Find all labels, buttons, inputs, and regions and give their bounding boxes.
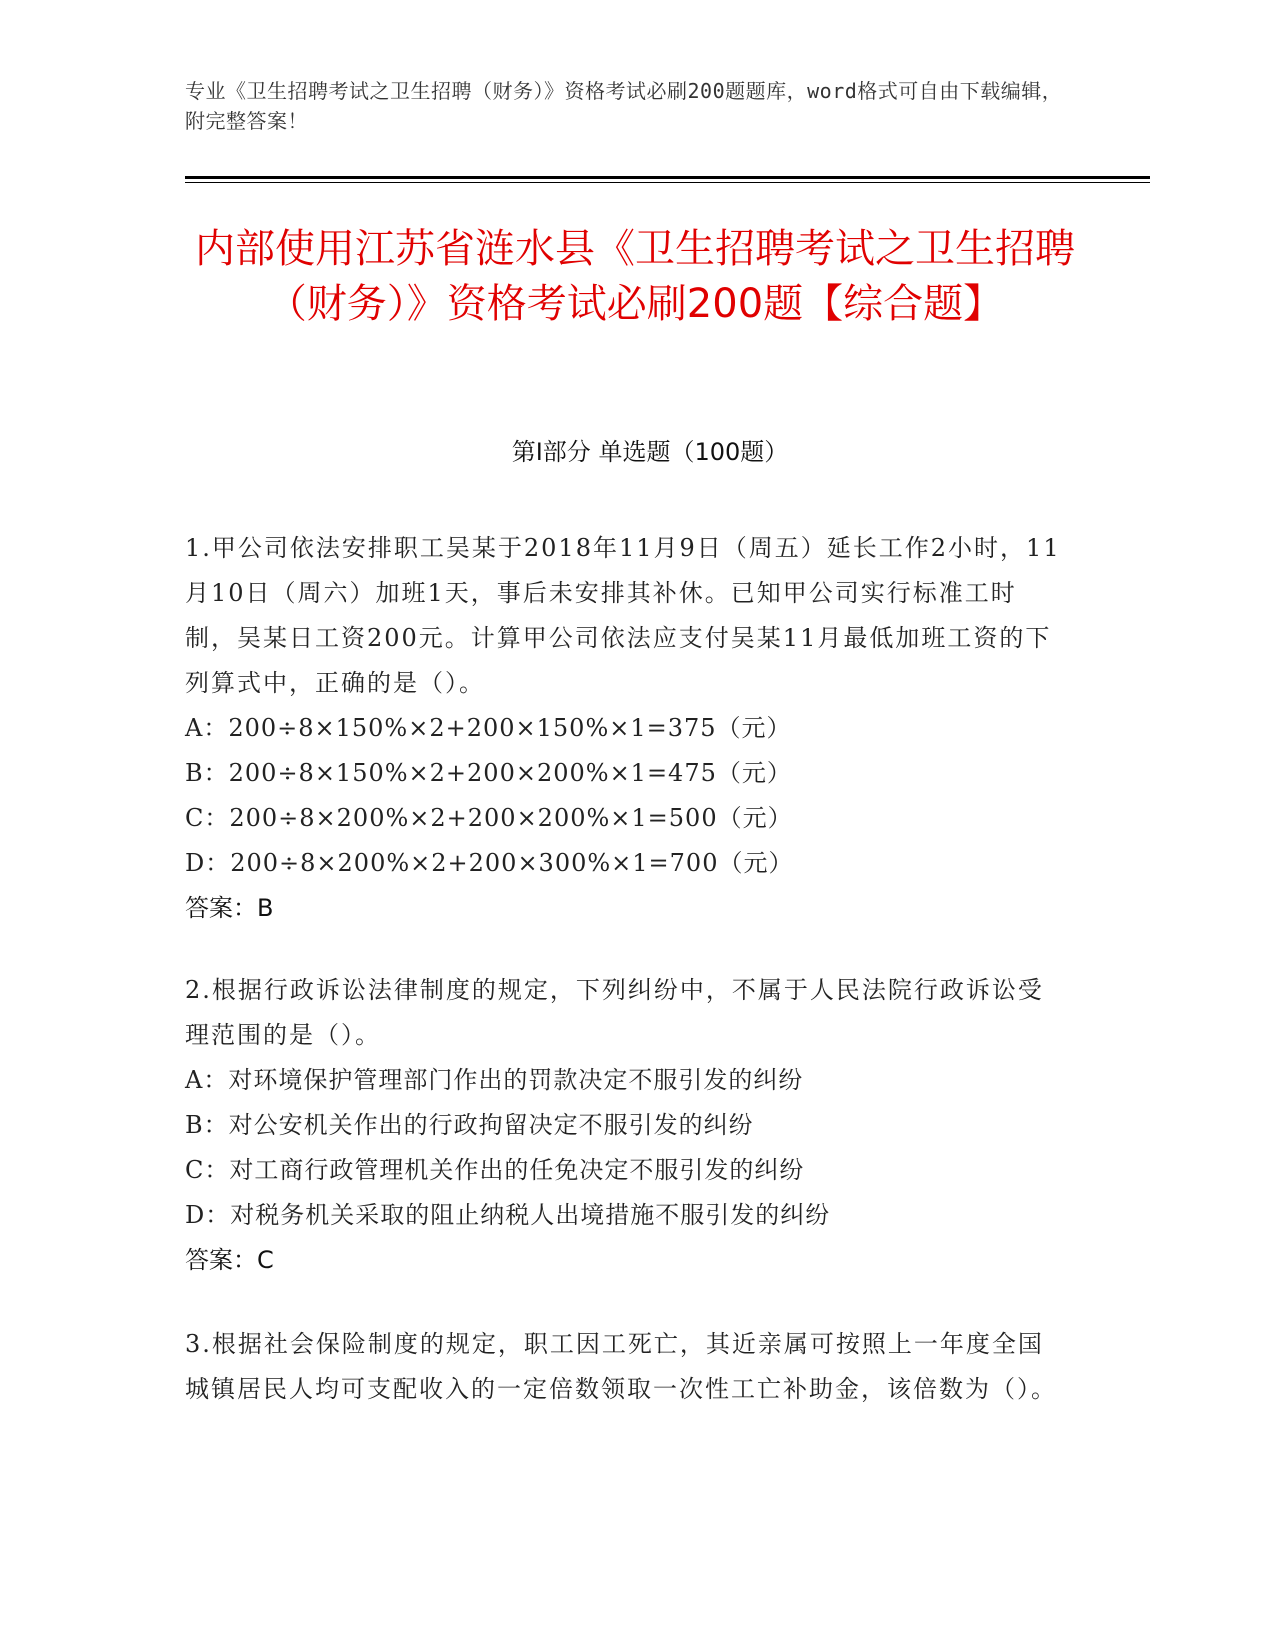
option-b: B：对公安机关作出的行政拘留决定不服引发的纠纷	[185, 1111, 754, 1139]
option-d: D：对税务机关采取的阻止纳税人出境措施不服引发的纠纷	[185, 1201, 831, 1229]
question-stem: 3.根据社会保险制度的规定，职工因工死亡，其近亲属可按照上一年度全国城镇居民人均可支配收入的一定倍数领取一次性工亡补助金，该倍数为（）。	[185, 1330, 1057, 1403]
question-2	[185, 968, 1065, 1283]
option-a: A：200÷8×150%×2+200×150%×1=375（元）	[185, 714, 792, 742]
option-d: D：200÷8×200%×2+200×300%×1=700（元）	[185, 849, 794, 877]
question-1	[185, 526, 1065, 931]
option-c: C：200÷8×200%×2+200×200%×1=500（元）	[185, 804, 793, 832]
question-stem: 1.甲公司依法安排职工吴某于2018年11月9日（周五）延长工作2小时，11月10日（周六）加班1天，事后未安排其补休。已知甲公司实行标准工时制，吴某日工资200元。计算甲公司依法应支付吴某11月最低加班工资的下列算式中，正确的是（）。	[185, 534, 1061, 697]
answer: 答案：C	[185, 1246, 274, 1274]
option-c: C：对工商行政管理机关作出的任免决定不服引发的纠纷	[185, 1156, 805, 1184]
header-divider-thin	[185, 182, 1150, 183]
option-a: A：对环境保护管理部门作出的罚款决定不服引发的纠纷	[185, 1066, 804, 1094]
answer: 答案：B	[185, 894, 274, 922]
question-3	[185, 1322, 1065, 1412]
section-title: 第I部分 单选题（100题）	[511, 438, 789, 466]
option-b: B：200÷8×150%×2+200×200%×1=475（元）	[185, 759, 792, 787]
header-divider-thick	[185, 176, 1150, 179]
document-title: 内部使用江苏省涟水县《卫生招聘考试之卫生招聘（财务）》资格考试必刷200题【综合题】	[195, 226, 1075, 327]
header-note: 专业《卫生招聘考试之卫生招聘（财务）》资格考试必刷200题题库，word格式可自由下载编辑，附完整答案！	[185, 79, 1063, 133]
question-stem: 2.根据行政诉讼法律制度的规定，下列纠纷中，不属于人民法院行政诉讼受理范围的是（）。	[185, 976, 1044, 1049]
